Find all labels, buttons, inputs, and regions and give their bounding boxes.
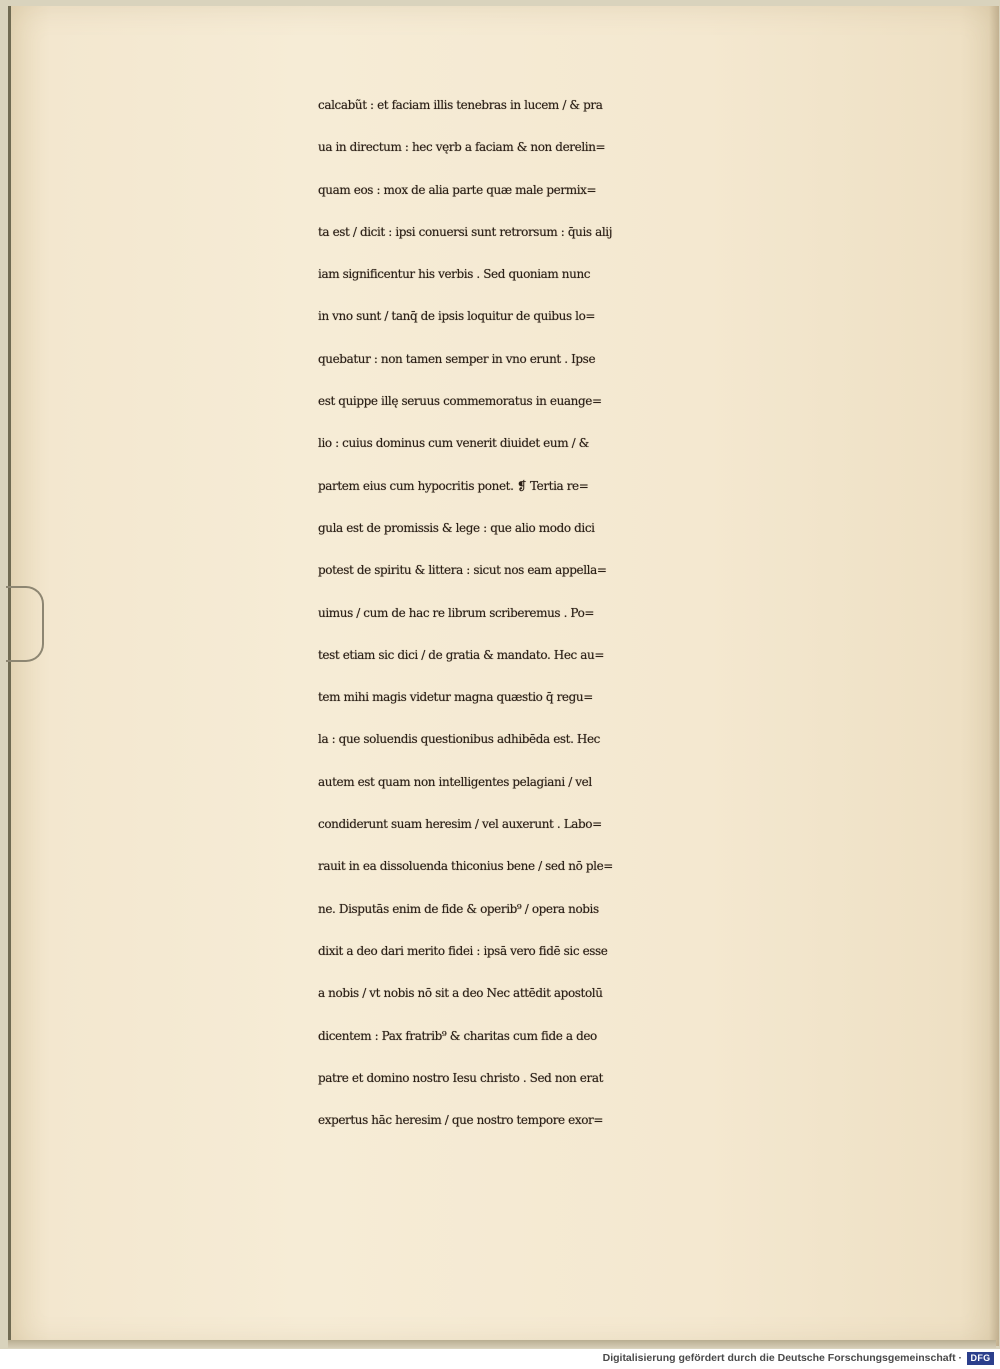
text-line: expertus hāc heresim / que nostro tempore exor=: [318, 1113, 604, 1128]
text-line: calcabũt : et faciam illis tenebras in lucem / & pra: [318, 98, 603, 112]
digitization-footer: [0, 1349, 1000, 1369]
text-line: uimus / cum de hac re librum scriberemus . Po=: [318, 605, 595, 620]
text-line: la : que soluendis questionibus adhibēda est. Hec: [318, 732, 600, 747]
text-line: test etiam sic dici / de gratia & mandato. Hec au=: [318, 647, 605, 662]
page-edge-shadow: [989, 6, 999, 1346]
text-line: est quippe illę seruus commemoratus in euange=: [318, 394, 602, 409]
page-text-block: [318, 84, 918, 1141]
text-line: lio : cuius dominus cum venerit diuidet eum / &: [318, 436, 589, 451]
text-line: quebatur : non tamen semper in vno erunt . Ipse: [318, 351, 596, 366]
page-bottom-edge: [8, 1340, 996, 1348]
text-line: a nobis / vt nobis nō sit a deo Nec attēdit apostolū: [318, 986, 603, 1001]
text-line: patre et domino nostro Iesu christo . Sed non erat: [318, 1070, 603, 1085]
text-line: quam eos : mox de alia parte quæ male permix=: [318, 182, 597, 197]
text-line: gula est de promissis & lege : que alio modo dici: [318, 520, 595, 535]
binding-tab: [6, 586, 44, 662]
dfg-logo-icon: DFG: [967, 1352, 994, 1365]
text-line: partem eius cum hypocritis ponet. ❡ Tertia re=: [318, 478, 589, 493]
text-line: autem est quam non intelligentes pelagiani / vel: [318, 774, 592, 789]
funding-credit: Digitalisierung gefördert durch die Deutsche Forschungsgemeinschaft ·: [602, 1352, 962, 1364]
text-line: ua in directum : hec vęrb a faciam & non derelin=: [318, 140, 606, 155]
text-line: condiderunt suam heresim / vel auxerunt . Labo=: [318, 817, 602, 832]
text-line: ta est / dicit : ipsi conuersi sunt retrorsum : q̄uis alij: [318, 224, 613, 239]
text-line: ne. Disputās enim de fide & operib⁹ / opera nobis: [318, 901, 599, 916]
text-line: in vno sunt / tanq̄ de ipsis loquitur de quibus lo=: [318, 309, 596, 324]
text-line: iam significentur his verbis . Sed quoniam nunc: [318, 267, 591, 282]
text-line: tem mihi magis videtur magna quæstio q̄ regu=: [318, 690, 593, 705]
text-line: dixit a deo dari merito fidei : ipsā vero fidē sic esse: [318, 943, 608, 958]
text-line: potest de spiritu & littera : sicut nos eam appella=: [318, 563, 607, 578]
text-line: rauit in ea dissoluenda thiconius bene / sed nō ple=: [318, 859, 613, 874]
text-line: dicentem : Pax fratrib⁹ & charitas cum fide a deo: [318, 1028, 597, 1043]
